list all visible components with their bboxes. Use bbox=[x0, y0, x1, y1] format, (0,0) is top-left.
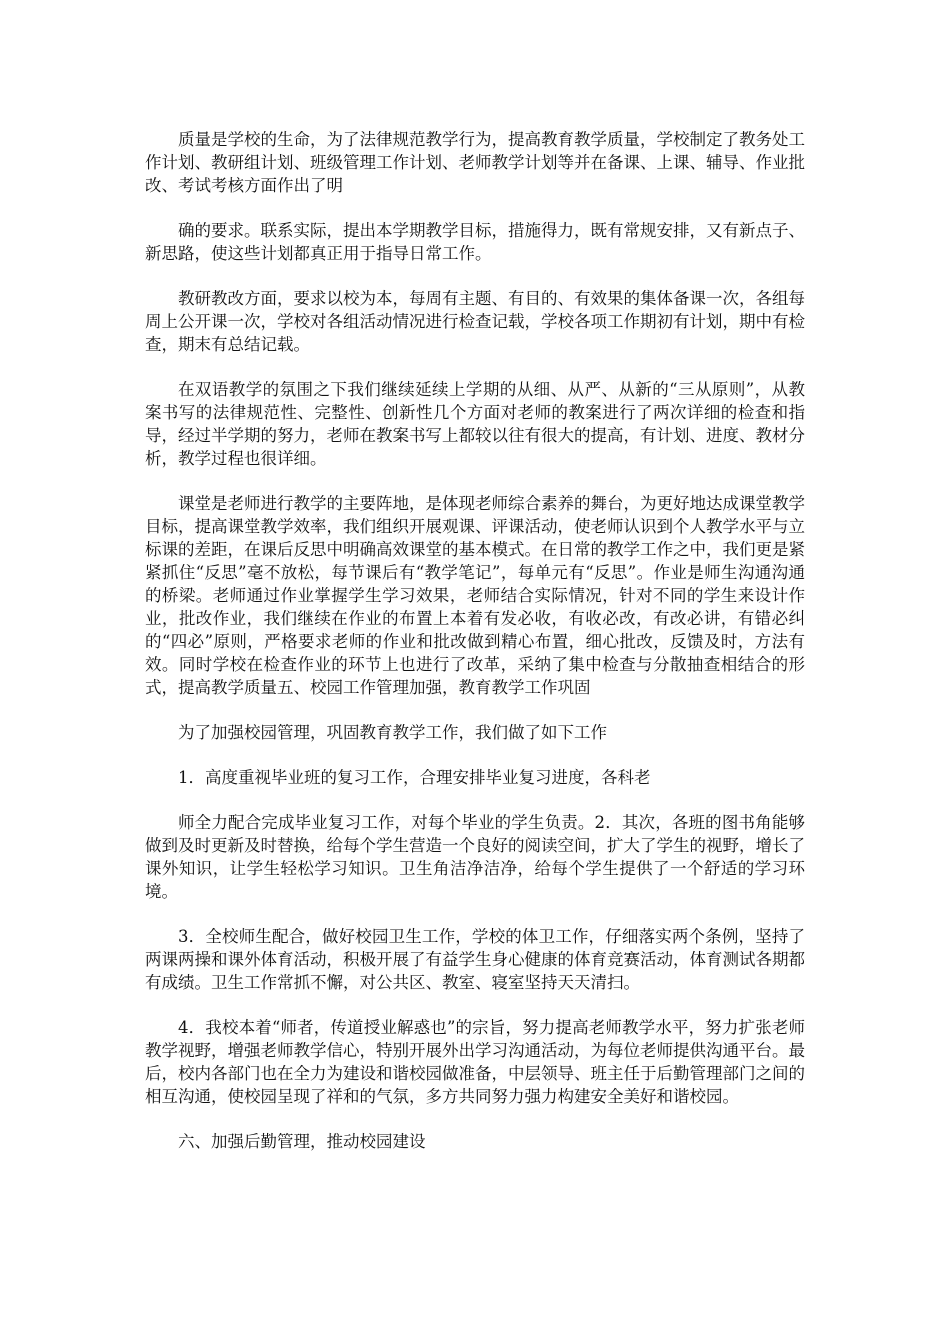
paragraph: 在双语教学的氛围之下我们继续延续上学期的从细、从严、从新的“三从原则”，从教案书写的法律规范性、完整性、创新性几个方面对老师的教案进行了两次详细的检查和指导，经过半学期的努力，老师在教案书写上都较以往有很大的提高，有计划、进度、教材分析，教学过程也很详细。 bbox=[145, 380, 805, 468]
paragraph: 质量是学校的生命，为了法律规范教学行为，提高教育教学质量，学校制定了教务处工作计划、教研组计划、班级管理工作计划、老师教学计划等并在备课、上课、辅导、作业批改、考试考核方面作出了明 bbox=[145, 130, 805, 195]
paragraph: 教研教改方面，要求以校为本，每周有主题、有目的、有效果的集体备课一次，各组每周上公开课一次，学校对各组活动情况进行检查记载，学校各项工作期初有计划，期中有检查，期末有总结记载。 bbox=[145, 289, 805, 354]
list-item: 3．全校师生配合，做好校园卫生工作，学校的体卫工作，仔细落实两个条例，坚持了两课两操和课外体育活动，积极开展了有益学生身心健康的体育竞赛活动，体育测试各期都有成绩。卫生工作常抓不懈，对公共区、教室、寝室坚持天天清扫。 bbox=[145, 927, 805, 992]
section-heading: 六、加强后勤管理，推动校园建设 bbox=[178, 1132, 426, 1151]
document-body bbox=[145, 128, 805, 1175]
paragraph: 师全力配合完成毕业复习工作，对每个毕业的学生负责。2．其次，各班的图书角能够做到及时更新及时替换，给每个学生营造一个良好的阅读空间，扩大了学生的视野，增长了课外知识，让学生轻松学习知识。卫生角洁净洁净，给每个学生提供了一个舒适的学习环境。 bbox=[145, 813, 805, 901]
paragraph: 为了加强校园管理，巩固教育教学工作，我们做了如下工作 bbox=[178, 723, 607, 742]
list-item: 1．高度重视毕业班的复习工作，合理安排毕业复习进度，各科老 bbox=[178, 768, 651, 787]
paragraph: 课堂是老师进行教学的主要阵地，是体现老师综合素养的舞台，为更好地达成课堂教学目标，提高课堂教学效率，我们组织开展观课、评课活动，使老师认识到个人教学水平与立标课的差距，在课后反思中明确高效课堂的基本模式。在日常的教学工作之中，我们更是紧紧抓住“反思”毫不放松，每节课后有“教学笔记”，每单元有“反思”。作业是师生沟通沟通的桥梁。老师通过作业掌握学生学习效果，老师结合实际情况，针对不同的学生来设计作业，批改作业，我们继续在作业的布置上本着有发必收，有收必改，有改必讲，有错必纠的“四必”原则，严格要求老师的作业和批改做到精心布置，细心批改，反馈及时，方法有效。同时学校在检查作业的环节上也进行了改革，采纳了集中检查与分散抽查相结合的形式，提高教学质量五、校园工作管理加强，教育教学工作巩固 bbox=[145, 494, 805, 697]
list-item: 4．我校本着“师者，传道授业解惑也”的宗旨，努力提高老师教学水平，努力扩张老师教学视野，增强老师教学信心，特别开展外出学习沟通活动，为每位老师提供沟通平台。最后，校内各部门也在全力为建设和谐校园做准备，中层领导、班主任于后勤管理部门之间的相互沟通，使校园呈现了祥和的气氛，多方共同努力强力构建安全美好和谐校园。 bbox=[145, 1018, 805, 1106]
paragraph: 确的要求。联系实际，提出本学期教学目标，措施得力，既有常规安排，又有新点子、新思路，使这些计划都真正用于指导日常工作。 bbox=[145, 221, 805, 263]
